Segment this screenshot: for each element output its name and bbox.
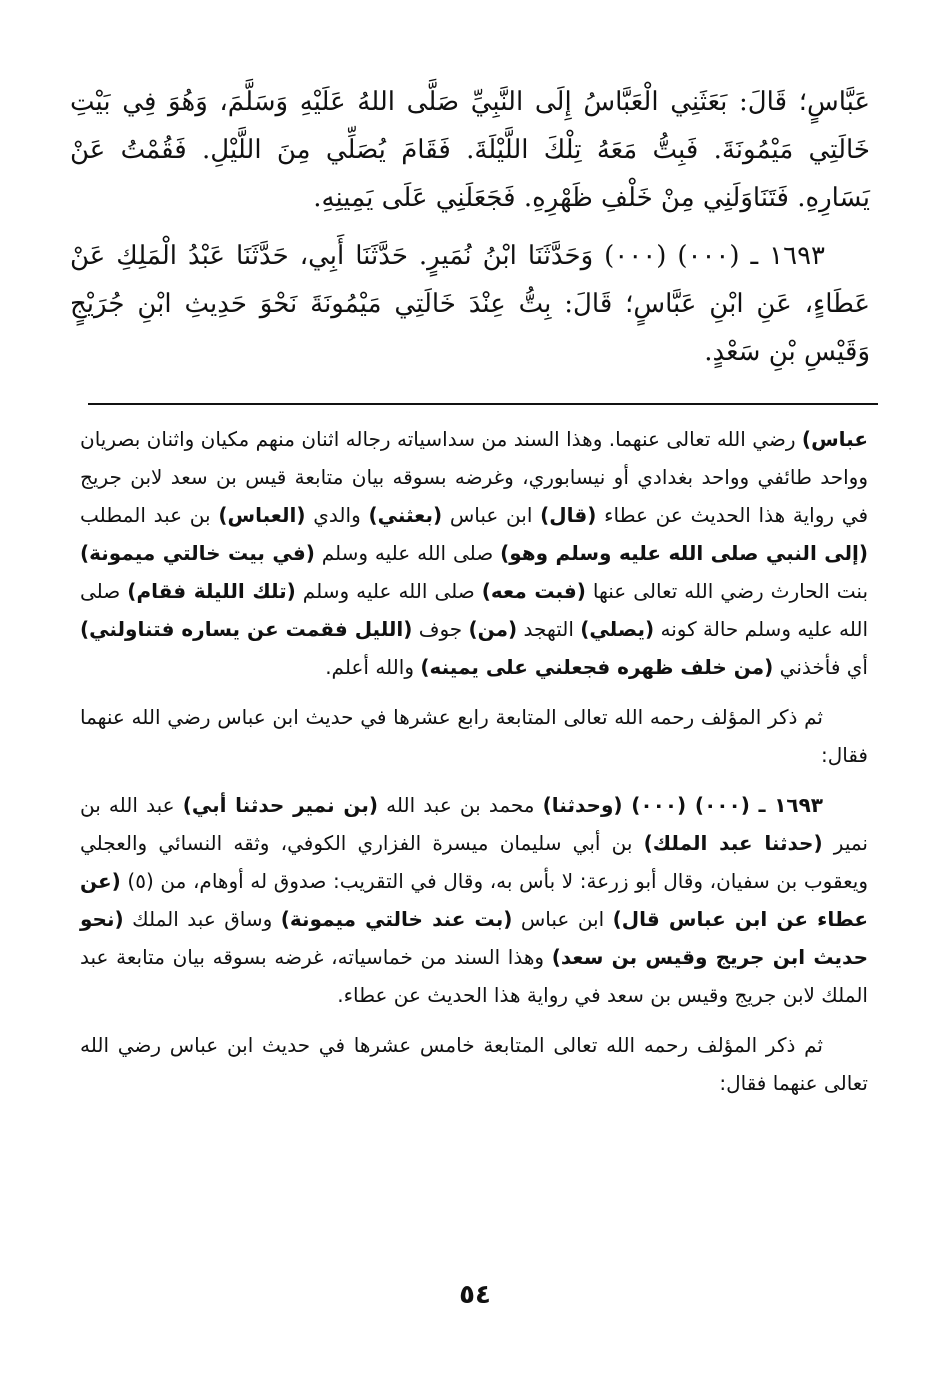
hadith-text	[70, 78, 870, 376]
page-number: ٥٤	[459, 1280, 491, 1310]
commentary-text: التهجد	[517, 617, 581, 641]
bold-quote: (من)	[468, 617, 518, 641]
bold-quote: (قال)	[540, 503, 597, 527]
commentary-text: وساق عبد الملك	[123, 907, 281, 931]
footnote-divider	[88, 403, 878, 405]
commentary-text: صلى الله عليه وسلم	[295, 579, 482, 603]
commentary-paragraph-3	[80, 786, 868, 1014]
commentary-text: رضي الله تعالى عنهما. وهذا السند من سداسياته رجاله اثنان منهم مكيان واثنان بصريان وواحد طائفي وواحد بغدادي أو نيسابوري، وغرضه بسوقه بيان متابعة قيس بن سعد لابن جريج في رواية هذا الحديث عن عطاء	[80, 427, 868, 527]
commentary-text: محمد بن عبد الله	[378, 793, 543, 817]
bold-quote: (فبت معه)	[481, 579, 586, 603]
bold-quote: (نحو حديث ابن جريج وقيس بن سعد)	[80, 907, 868, 969]
bold-quote: (تلك الليلة فقام)	[127, 579, 296, 603]
bold-quote: (عن عطاء عن ابن عباس قال)	[80, 869, 868, 931]
commentary-text: والدي	[305, 503, 369, 527]
commentary-text: ابن عباس	[442, 503, 541, 527]
hadith-paragraph-2: ١٦٩٣ ـ (٠٠٠) (٠٠٠) وَحَدَّثَنَا ابْنُ نُمَيرٍ. حَدَّثَنَا أَبِي، حَدَّثَنَا عَبْدُ الْمَلِكِ عَنْ عَطَاءٍ، عَنِ ابْنِ عَبَّاسٍ؛ قَالَ: بِتُّ عِنْدَ خَالَتِي مَيْمُونَةَ نَحْوَ حَدِيثِ ابْنِ جُرَيْجٍ وَقَيْسِ بْنِ سَعْدٍ.	[70, 241, 870, 367]
bold-quote: (يصلي)	[580, 617, 655, 641]
bold-quote: ١٦٩٣ ـ (٠٠٠) (٠٠٠) (وحدثنا)	[542, 793, 824, 817]
bold-quote: (العباس)	[218, 503, 306, 527]
commentary-section	[80, 420, 868, 1114]
commentary-text: وهذا السند من خماسياته، غرضه بسوقه بيان متابعة عبد الملك لابن جريج وقيس بن سعد في رواية هذا الحديث عن عطاء.	[80, 945, 868, 1007]
commentary-text: جوف	[412, 617, 469, 641]
commentary-paragraph-2: ثم ذكر المؤلف رحمه الله تعالى المتابعة رابع عشرها في حديث ابن عباس رضي الله عنهما فقال:	[80, 705, 868, 767]
bold-quote: (من خلف ظهره فجعلني على يمينه)	[420, 655, 774, 679]
commentary-paragraph-4: ثم ذكر المؤلف رحمه الله تعالى المتابعة خامس عشرها في حديث ابن عباس رضي الله تعالى عنهما فقال:	[80, 1033, 868, 1095]
commentary-text: صلى الله عليه وسلم حالة كونه	[80, 579, 868, 641]
bold-quote: (إلى النبي صلى الله عليه وسلم وهو)	[500, 541, 869, 565]
bold-quote: (الليل فقمت عن يساره فتناولني)	[80, 617, 413, 641]
commentary-text: عبد الله بن نمير	[80, 793, 868, 855]
bold-quote: (في بيت خالتي ميمونة)	[80, 541, 315, 565]
commentary-paragraph-1	[80, 420, 868, 686]
commentary-text: ابن عباس	[512, 907, 613, 931]
bold-quote: (بن نمير حدثنا أبي)	[182, 793, 378, 817]
commentary-text: بن عبد المطلب	[80, 503, 219, 527]
hadith-paragraph-1: عَبَّاسٍ؛ قَالَ: بَعَثَنِي الْعَبَّاسُ إِلَى النَّبِيِّ صَلَّى اللهُ عَلَيْهِ وَسَلَّمَ، وَهُوَ فِي بَيْتِ خَالَتِي مَيْمُونَةَ. فَبِتُّ مَعَهُ تِلْكَ اللَّيْلَةَ. فَقَامَ يُصَلِّي مِنَ اللَّيْلِ. فَقُمْتُ عَنْ يَسَارِهِ. فَتَنَاوَلَنِي مِنْ خَلْفِ ظَهْرِهِ. فَجَعَلَنِي عَلَى يَمِينِهِ.	[70, 87, 870, 213]
bold-quote: (بت عند خالتي ميمونة)	[280, 907, 513, 931]
bold-quote: (حدثنا عبد الملك)	[643, 831, 823, 855]
commentary-text: بن أبي سليمان ميسرة الفزاري الكوفي، وثقه النسائي والعجلي ويعقوب بن سفيان، وقال أبو زرعة: لا بأس به، وقال في التقريب: صدوق له أوهام، من (٥)	[80, 831, 868, 893]
commentary-text: صلى الله عليه وسلم	[314, 541, 501, 565]
commentary-text: بنت الحارث رضي الله تعالى عنها	[585, 579, 869, 603]
bold-quote: (بعثني)	[368, 503, 443, 527]
commentary-text: أي فأخذني	[773, 655, 868, 679]
bold-quote: عباس)	[801, 427, 868, 451]
commentary-text: والله أعلم.	[325, 655, 421, 679]
